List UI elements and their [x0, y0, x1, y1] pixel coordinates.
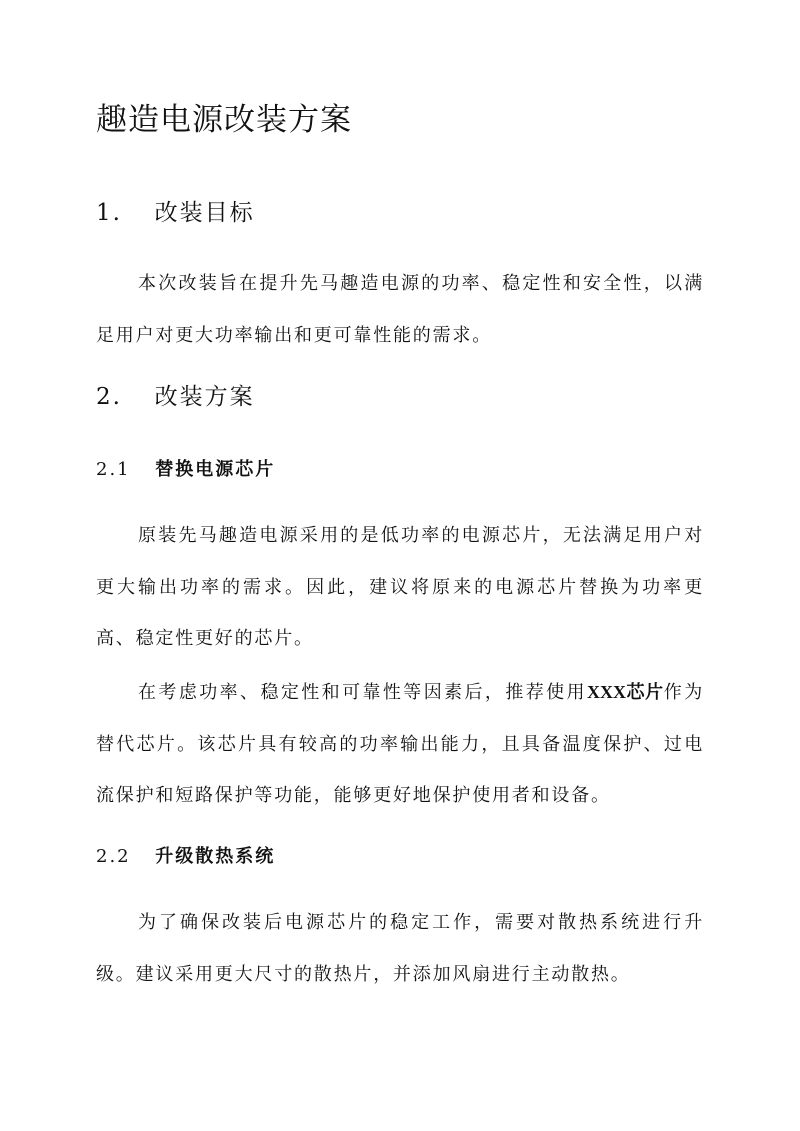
subsection-number: 2.1	[96, 459, 131, 480]
paragraph-chip-2	[96, 667, 704, 822]
subsection-heading-cooling	[96, 842, 275, 872]
subsection-heading-chip	[96, 455, 275, 485]
section-title: 改装目标	[154, 200, 255, 226]
chip-name: XXX芯片	[586, 682, 664, 702]
section-heading-goal	[96, 195, 255, 231]
section-heading-plan	[96, 379, 255, 415]
subsection-title: 升级散热系统	[155, 846, 276, 867]
subsection-number: 2.2	[96, 846, 131, 867]
section-number: 2.	[96, 384, 122, 410]
paragraph-goal: 本次改装旨在提升先马趣造电源的功率、稳定性和安全性，以满足用户对更大功率输出和更可靠性能的需求。	[96, 273, 704, 346]
text-after-chip: 作为替代芯片。该芯片具有较高的功率输出能力，且具备温度保护、过电流保护和短路保护等功能，能够更好地保护使用者和设备。	[96, 682, 704, 806]
text-before-chip: 在考虑功率、稳定性和可靠性等因素后，推荐使用	[138, 682, 587, 703]
paragraph-cooling: 为了确保改装后电源芯片的稳定工作，需要对散热系统进行升级。建议采用更大尺寸的散热片，并添加风扇进行主动散热。	[96, 912, 704, 985]
subsection-title: 替换电源芯片	[155, 459, 276, 480]
section-number: 1.	[96, 200, 122, 226]
document-title: 趣造电源改装方案	[96, 102, 352, 138]
section-title: 改装方案	[154, 384, 255, 410]
paragraph-chip-1: 原装先马趣造电源采用的是低功率的电源芯片，无法满足用户对更大输出功率的需求。因此，建议将原来的电源芯片替换为功率更高、稳定性更好的芯片。	[96, 525, 704, 649]
